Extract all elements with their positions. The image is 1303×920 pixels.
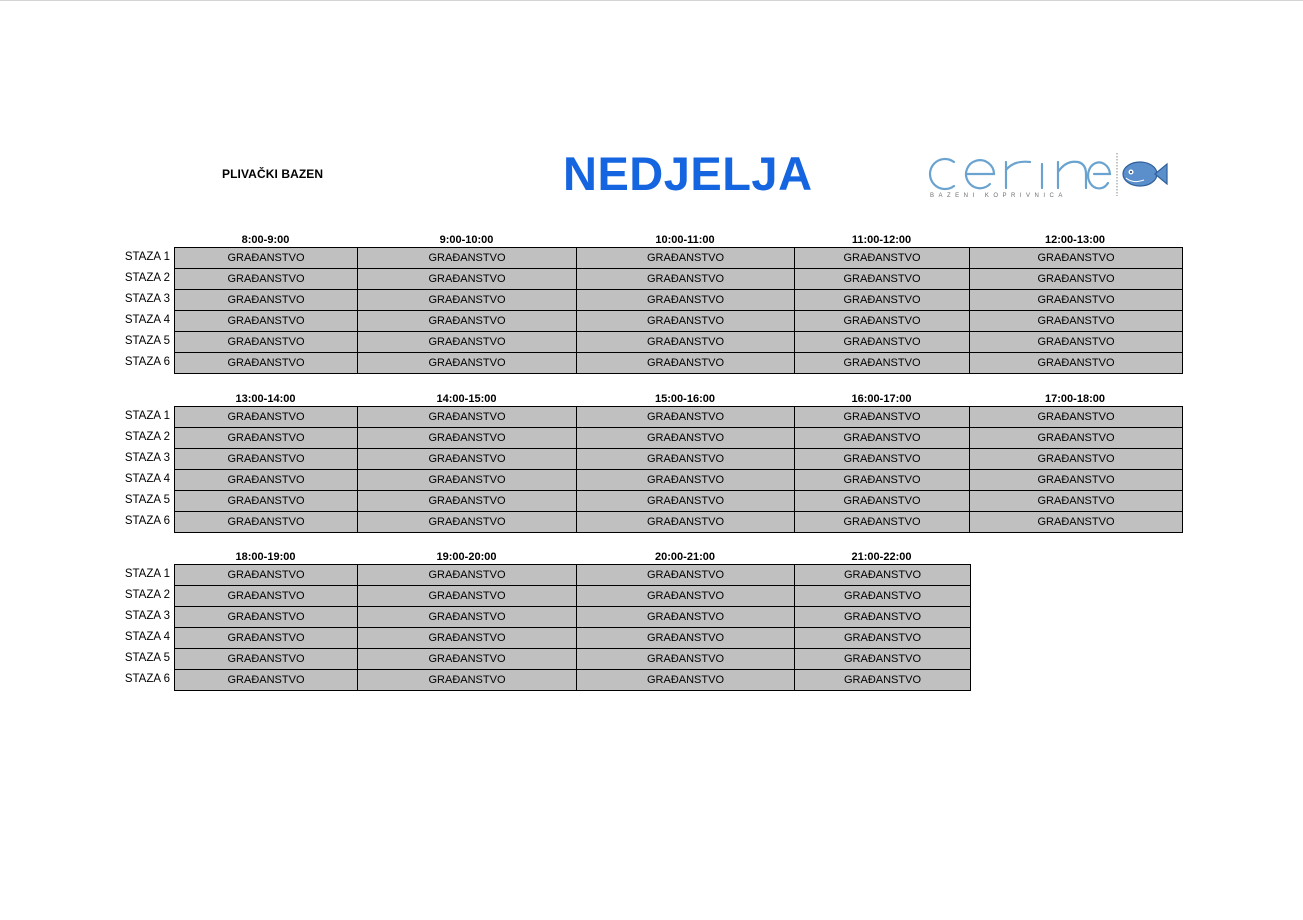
table-row [175,606,970,627]
schedule-grid [174,247,1183,374]
schedule-cell: GRAĐANSTVO [970,290,1182,310]
table-row [175,669,970,690]
schedule-cell: GRAĐANSTVO [358,353,577,373]
table-row [175,289,1182,310]
schedule-cell: GRAĐANSTVO [175,332,358,352]
time-slot-header: 10:00-11:00 [655,234,715,246]
time-slot-header: 19:00-20:00 [436,551,497,563]
schedule-cell: GRAĐANSTVO [577,512,795,532]
schedule-cell: GRAĐANSTVO [358,449,577,469]
table-row [175,490,1182,511]
lane-label: STAZA 1 [124,568,170,580]
lane-label: STAZA 4 [124,314,170,326]
schedule-cell: GRAĐANSTVO [358,290,577,310]
table-row [175,469,1182,490]
lane-label: STAZA 2 [124,431,170,443]
schedule-cell: GRAĐANSTVO [577,607,795,627]
cerine-fish-logo-icon [918,150,1173,202]
lane-label: STAZA 2 [124,589,170,601]
schedule-cell: GRAĐANSTVO [577,470,795,490]
lane-label: STAZA 6 [124,356,170,368]
schedule-cell: GRAĐANSTVO [175,470,358,490]
table-row [175,331,1182,352]
time-slot-header: 8:00-9:00 [241,234,290,246]
time-slot-header: 20:00-21:00 [655,551,715,563]
day-title: NEDJELJA [563,147,813,200]
logo-tagline: BAZENI KOPRIVNICA [930,193,1067,199]
lane-label: STAZA 4 [124,473,170,485]
schedule-cell: GRAĐANSTVO [358,407,577,427]
lane-label: STAZA 6 [124,673,170,685]
pool-subtitle: PLIVAČKI BAZEN [222,167,324,181]
time-slot-header: 14:00-15:00 [436,393,497,405]
time-slot-header: 11:00-12:00 [851,234,912,246]
schedule-cell: GRAĐANSTVO [175,565,358,585]
schedule-cell: GRAĐANSTVO [970,449,1182,469]
time-slot-header: 21:00-22:00 [851,551,912,563]
schedule-cell: GRAĐANSTVO [175,491,358,511]
schedule-cell: GRAĐANSTVO [358,649,577,669]
lane-label: STAZA 3 [124,610,170,622]
schedule-cell: GRAĐANSTVO [358,607,577,627]
schedule-cell: GRAĐANSTVO [358,512,577,532]
schedule-cell: GRAĐANSTVO [358,332,577,352]
schedule-cell: GRAĐANSTVO [358,670,577,690]
table-row [175,247,1182,268]
table-row [175,352,1182,373]
table-row [175,511,1182,532]
schedule-cell: GRAĐANSTVO [175,428,358,448]
table-row [175,448,1182,469]
lane-label: STAZA 5 [124,494,170,506]
schedule-cell: GRAĐANSTVO [577,332,795,352]
lane-label: STAZA 6 [124,515,170,527]
time-slot-header: 9:00-10:00 [439,234,494,246]
schedule-cell: GRAĐANSTVO [358,269,577,289]
time-slot-header: 17:00-18:00 [1045,393,1105,405]
schedule-cell: GRAĐANSTVO [795,565,970,585]
schedule-cell: GRAĐANSTVO [577,586,795,606]
schedule-cell: GRAĐANSTVO [577,248,795,268]
schedule-cell: GRAĐANSTVO [358,491,577,511]
schedule-cell: GRAĐANSTVO [970,407,1182,427]
schedule-cell: GRAĐANSTVO [970,512,1182,532]
schedule-cell: GRAĐANSTVO [795,290,970,310]
schedule-cell: GRAĐANSTVO [175,269,358,289]
lane-label: STAZA 5 [124,652,170,664]
schedule-cell: GRAĐANSTVO [795,428,970,448]
schedule-cell: GRAĐANSTVO [358,565,577,585]
schedule-cell: GRAĐANSTVO [795,470,970,490]
table-row [175,648,970,669]
schedule-cell: GRAĐANSTVO [795,449,970,469]
schedule-cell: GRAĐANSTVO [577,628,795,648]
schedule-cell: GRAĐANSTVO [970,311,1182,331]
schedule-cell: GRAĐANSTVO [175,248,358,268]
schedule-cell: GRAĐANSTVO [175,449,358,469]
schedule-cell: GRAĐANSTVO [970,491,1182,511]
schedule-cell: GRAĐANSTVO [577,311,795,331]
schedule-cell: GRAĐANSTVO [577,353,795,373]
schedule-cell: GRAĐANSTVO [577,449,795,469]
schedule-cell: GRAĐANSTVO [175,311,358,331]
schedule-grid [174,406,1183,533]
schedule-cell: GRAĐANSTVO [970,428,1182,448]
time-slot-header: 16:00-17:00 [851,393,912,405]
schedule-cell: GRAĐANSTVO [175,512,358,532]
time-slot-header: 12:00-13:00 [1045,234,1105,246]
schedule-cell: GRAĐANSTVO [795,491,970,511]
schedule-cell: GRAĐANSTVO [795,311,970,331]
schedule-cell: GRAĐANSTVO [795,649,970,669]
schedule-cell: GRAĐANSTVO [577,649,795,669]
schedule-cell: GRAĐANSTVO [358,628,577,648]
schedule-cell: GRAĐANSTVO [795,353,970,373]
schedule-cell: GRAĐANSTVO [795,512,970,532]
table-row [175,406,1182,427]
schedule-cell: GRAĐANSTVO [795,628,970,648]
table-row [175,627,970,648]
schedule-cell: GRAĐANSTVO [175,670,358,690]
schedule-cell: GRAĐANSTVO [970,248,1182,268]
schedule-cell: GRAĐANSTVO [577,670,795,690]
schedule-cell: GRAĐANSTVO [577,290,795,310]
schedule-cell: GRAĐANSTVO [358,470,577,490]
schedule-cell: GRAĐANSTVO [175,607,358,627]
schedule-cell: GRAĐANSTVO [358,248,577,268]
schedule-cell: GRAĐANSTVO [577,269,795,289]
schedule-cell: GRAĐANSTVO [175,353,358,373]
schedule-cell: GRAĐANSTVO [175,649,358,669]
page-top-border [0,0,1303,1]
schedule-cell: GRAĐANSTVO [970,353,1182,373]
schedule-cell: GRAĐANSTVO [795,670,970,690]
schedule-cell: GRAĐANSTVO [970,470,1182,490]
schedule-cell: GRAĐANSTVO [175,407,358,427]
schedule-cell: GRAĐANSTVO [795,248,970,268]
schedule-cell: GRAĐANSTVO [577,428,795,448]
schedule-cell: GRAĐANSTVO [795,407,970,427]
schedule-cell: GRAĐANSTVO [175,628,358,648]
schedule-grid [174,564,971,691]
lane-label: STAZA 2 [124,272,170,284]
time-slot-header: 15:00-16:00 [655,393,715,405]
lane-label: STAZA 5 [124,335,170,347]
schedule-cell: GRAĐANSTVO [795,269,970,289]
lane-label: STAZA 3 [124,293,170,305]
schedule-cell: GRAĐANSTVO [970,269,1182,289]
lane-label: STAZA 1 [124,251,170,263]
schedule-cell: GRAĐANSTVO [358,428,577,448]
lane-label: STAZA 1 [124,410,170,422]
schedule-cell: GRAĐANSTVO [795,607,970,627]
schedule-cell: GRAĐANSTVO [577,407,795,427]
schedule-cell: GRAĐANSTVO [795,586,970,606]
time-slot-header: 13:00-14:00 [235,393,296,405]
schedule-cell: GRAĐANSTVO [358,586,577,606]
table-row [175,585,970,606]
schedule-cell: GRAĐANSTVO [795,332,970,352]
lane-label: STAZA 4 [124,631,170,643]
lane-label: STAZA 3 [124,452,170,464]
time-slot-header: 18:00-19:00 [235,551,296,563]
schedule-cell: GRAĐANSTVO [577,565,795,585]
schedule-cell: GRAĐANSTVO [358,311,577,331]
schedule-cell: GRAĐANSTVO [577,491,795,511]
table-row [175,310,1182,331]
table-row [175,427,1182,448]
schedule-cell: GRAĐANSTVO [175,586,358,606]
table-row [175,564,970,585]
schedule-cell: GRAĐANSTVO [175,290,358,310]
schedule-cell: GRAĐANSTVO [970,332,1182,352]
table-row [175,268,1182,289]
